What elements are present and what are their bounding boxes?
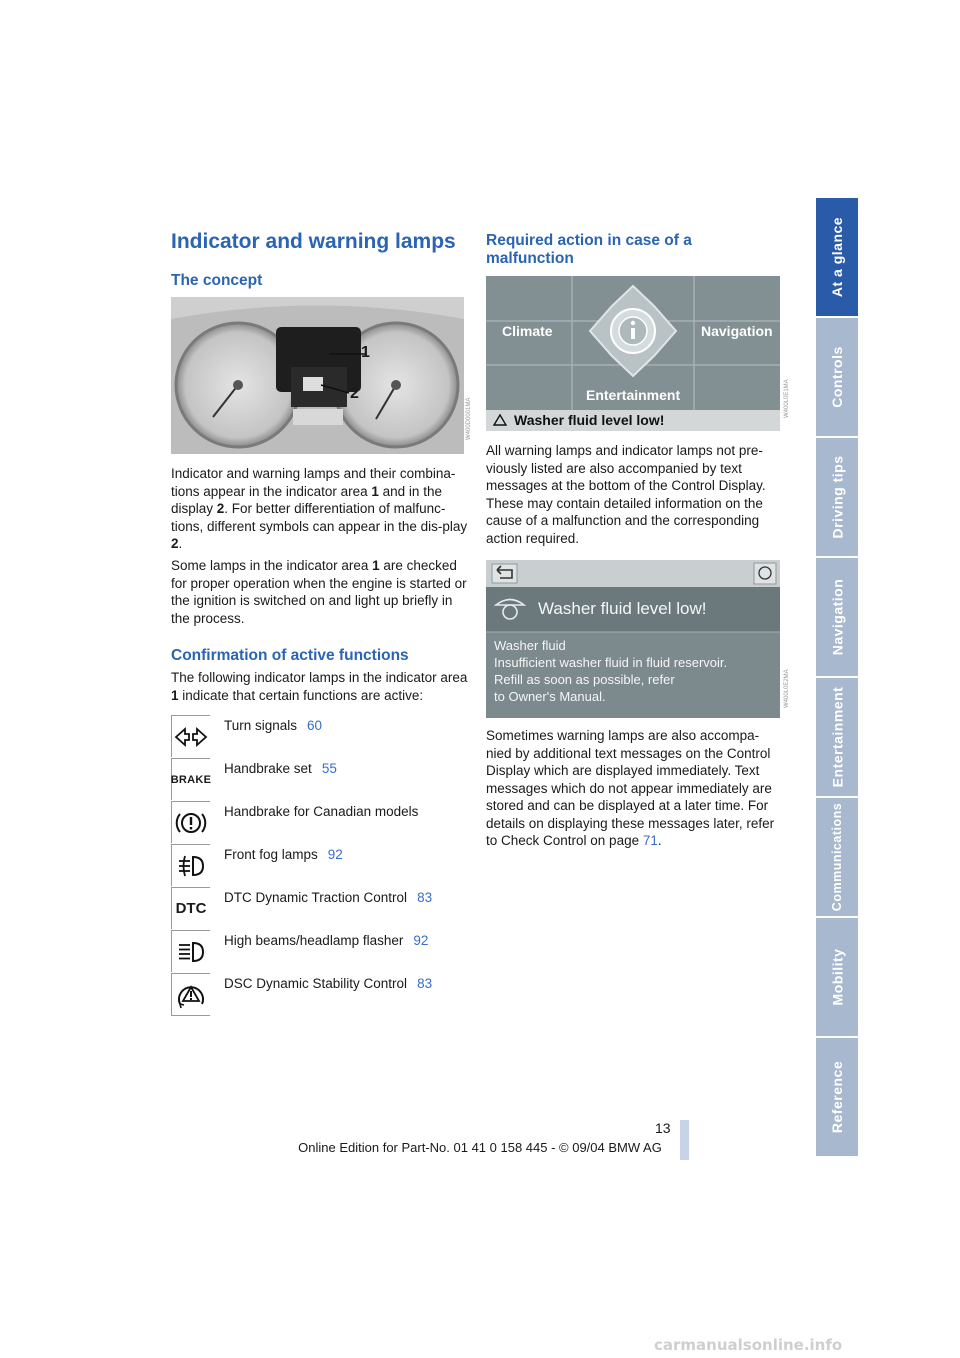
number: 1 <box>372 558 380 573</box>
tab-at-a-glance[interactable] <box>816 198 858 318</box>
message-body <box>494 637 727 705</box>
page-ref-link[interactable]: 71 <box>642 833 658 848</box>
callout-1: 1 <box>361 344 370 361</box>
list-item <box>171 758 471 801</box>
tab-label: Entertainment <box>829 686 845 788</box>
list-item <box>171 930 471 973</box>
tab-communications[interactable] <box>816 798 858 918</box>
section-heading-confirmation: Confirmation of active functions <box>171 647 409 664</box>
concept-paragraph-1 <box>171 465 469 553</box>
page-ref-link[interactable]: 60 <box>307 718 323 733</box>
message-title: Washer fluid level low! <box>538 599 707 618</box>
control-display-menu-figure <box>486 276 780 431</box>
turn-signals-icon <box>171 715 210 757</box>
indicator-label <box>224 718 322 733</box>
confirmation-intro <box>171 669 469 704</box>
concept-paragraph-2 <box>171 557 469 627</box>
tab-label: Communications <box>830 802 844 912</box>
tab-label: At a glance <box>829 216 846 298</box>
menu-item-climate[interactable]: Climate <box>502 323 553 339</box>
figure-code: W400L0E1MA <box>784 379 790 418</box>
label-text: Front fog lamps <box>224 847 318 862</box>
number: 2 <box>216 501 225 516</box>
tab-label: Controls <box>829 346 845 408</box>
brake-icon <box>171 758 210 800</box>
text: The following indicator lamps in the indicator area <box>171 670 468 685</box>
menu-grid <box>486 276 780 431</box>
dsc-icon <box>171 973 210 1016</box>
text: indicate that certain functions are active: <box>178 687 424 703</box>
text: and in the display <box>171 483 442 516</box>
tab-label: Navigation <box>829 578 846 656</box>
handbrake-canada-icon <box>171 801 210 843</box>
section-heading-required-action: Required action in case of a malfunction <box>486 232 692 267</box>
tab-label: Mobility <box>829 948 846 1006</box>
check-control-message-figure <box>486 560 780 718</box>
number: 2 <box>171 536 179 551</box>
indicator-label <box>224 804 418 819</box>
label-text: High beams/headlamp flasher <box>224 933 404 948</box>
tab-controls[interactable] <box>816 318 858 438</box>
section-heading-concept: The concept <box>171 272 263 289</box>
callout-2: 2 <box>350 385 359 402</box>
indicator-label <box>224 890 432 905</box>
menu-item-entertainment[interactable]: Entertainment <box>586 387 681 403</box>
list-item <box>171 887 471 930</box>
text: Some lamps in the indicator area <box>171 558 373 573</box>
high-beam-icon <box>171 930 210 972</box>
label-text: Handbrake set <box>224 761 312 776</box>
required-action-paragraph-1: All warning lamps and indicator lamps not pre-viously listed are also accompanied by text messages at the bottom of the Control Display. These may contain detailed information on the cause of a malfunction and the corresponding action required. <box>486 443 766 546</box>
list-item <box>171 715 471 758</box>
brake-icon-text: BRAKE <box>170 773 212 786</box>
figure-code: W400L0E2MA <box>784 669 790 708</box>
tab-label: Driving tips <box>829 455 846 539</box>
tab-mobility[interactable] <box>816 918 858 1038</box>
tab-label: Reference <box>829 1060 846 1134</box>
page-ref-link[interactable]: 92 <box>413 933 429 948</box>
message-line: Insufficient washer fluid in fluid reservoir. <box>494 655 728 670</box>
front-fog-lamp-icon <box>171 844 210 886</box>
indicator-label <box>224 761 337 776</box>
page-ref-link[interactable]: 83 <box>417 976 433 991</box>
page-title: Indicator and warning lamps <box>171 230 456 253</box>
indicator-label <box>224 933 428 948</box>
dtc-icon <box>171 887 210 929</box>
list-item <box>171 973 471 1016</box>
watermark: carmanualsonline.info <box>654 1336 843 1354</box>
text: . <box>178 536 183 551</box>
text: Indicator and warning lamps and their combina-tions appear in the indicator area <box>171 466 456 499</box>
text: . For better differentiation of malfunc-tions, different symbols can appear in the dis-play <box>171 501 468 534</box>
indicator-label <box>224 976 432 991</box>
dtc-icon-text: DTC <box>175 900 207 917</box>
menu-item-navigation[interactable]: Navigation <box>701 323 773 339</box>
message-line: Washer fluid <box>494 638 566 653</box>
page-ref-link[interactable]: 92 <box>327 847 343 862</box>
text: are checked for proper operation when the engine is started or the ignition is switched on and light up briefly in the process. <box>171 558 467 626</box>
tab-navigation[interactable] <box>816 558 858 678</box>
footer-edition-text: Online Edition for Part-No. 01 41 0 158 445 - © 09/04 BMW AG <box>298 1140 662 1155</box>
page-ref-link[interactable]: 83 <box>417 890 433 905</box>
required-action-paragraph-2 <box>486 727 781 850</box>
number: 1 <box>171 687 179 703</box>
label-text: DSC Dynamic Stability Control <box>224 976 408 991</box>
label-text: DTC Dynamic Traction Control <box>224 890 408 905</box>
number: 1 <box>371 483 379 499</box>
indicator-label <box>224 847 343 862</box>
instrument-cluster-illustration <box>171 297 464 454</box>
page-ref-link[interactable]: 55 <box>321 761 337 776</box>
message-line: Refill as soon as possible, refer <box>494 672 675 687</box>
text: Sometimes warning lamps are also accompa-nied by additional text messages on the Control Display which are displayed immediately. Text messages which do not appear immediately are stored and can be displayed at a later time. For details on displaying these messages later, refer to Check Control on page <box>486 728 775 848</box>
page-number: 13 <box>655 1120 671 1136</box>
figure-code: W400D0001MA <box>466 397 472 440</box>
tab-driving-tips[interactable] <box>816 438 858 558</box>
message-line: to Owner's Manual. <box>494 689 606 704</box>
text: . <box>657 833 662 848</box>
warning-bar-text: Washer fluid level low! <box>514 412 665 428</box>
instrument-cluster-figure <box>171 297 464 454</box>
label-text: Handbrake for Canadian models <box>224 804 419 819</box>
label-text: Turn signals <box>224 718 298 733</box>
list-item <box>171 801 471 844</box>
list-item <box>171 844 471 887</box>
tab-entertainment[interactable] <box>816 678 858 798</box>
